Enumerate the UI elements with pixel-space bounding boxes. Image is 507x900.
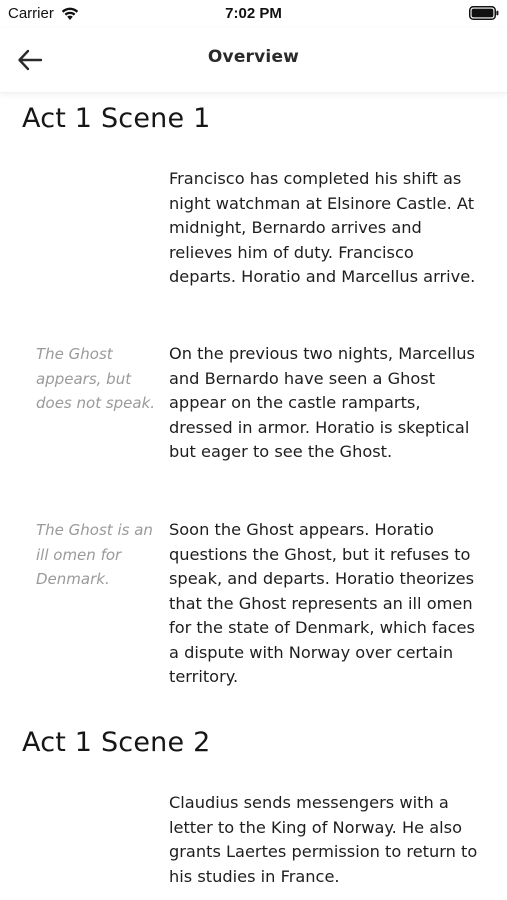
paragraph-text: Francisco has completed his shift as night watchman at Elsinore Castle. At midnight, Bernardo arrives and relieves him of duty. Francisco departs. Horatio and Marcellus arrive.: [169, 169, 476, 286]
paragraph-text: On the previous two nights, Marcellus and Bernardo have seen a Ghost appear on the castle ramparts, dressed in armor. Horatio is skeptical but eager to see the Ghost.: [169, 344, 475, 461]
status-bar: [0, 0, 507, 28]
section-title: Act 1 Scene 1: [22, 103, 211, 134]
side-note: The Ghost is an ill omen for Denmark.: [36, 521, 153, 588]
paragraph-text: Soon the Ghost appears. Horatio questions the Ghost, but it refuses to speak, and departs. Horatio theorizes that the Ghost represents an ill omen for the state of Denmark, which faces a dispute with Norway over certain territory.: [169, 520, 475, 686]
side-note: The Ghost appears, but does not speak.: [36, 345, 156, 412]
overview-content[interactable]: [0, 93, 507, 900]
page-title: Overview: [207, 47, 300, 67]
status-time: 7:02 PM: [225, 5, 282, 22]
carrier-label: Carrier: [8, 5, 54, 22]
paragraph-text: Claudius sends messengers with a letter to the King of Norway. He also grants Laertes permission to return to his studies in France.: [169, 793, 478, 886]
section-title: Act 1 Scene 2: [22, 727, 211, 758]
navigation-bar: [0, 28, 507, 93]
battery-icon: [469, 6, 499, 20]
